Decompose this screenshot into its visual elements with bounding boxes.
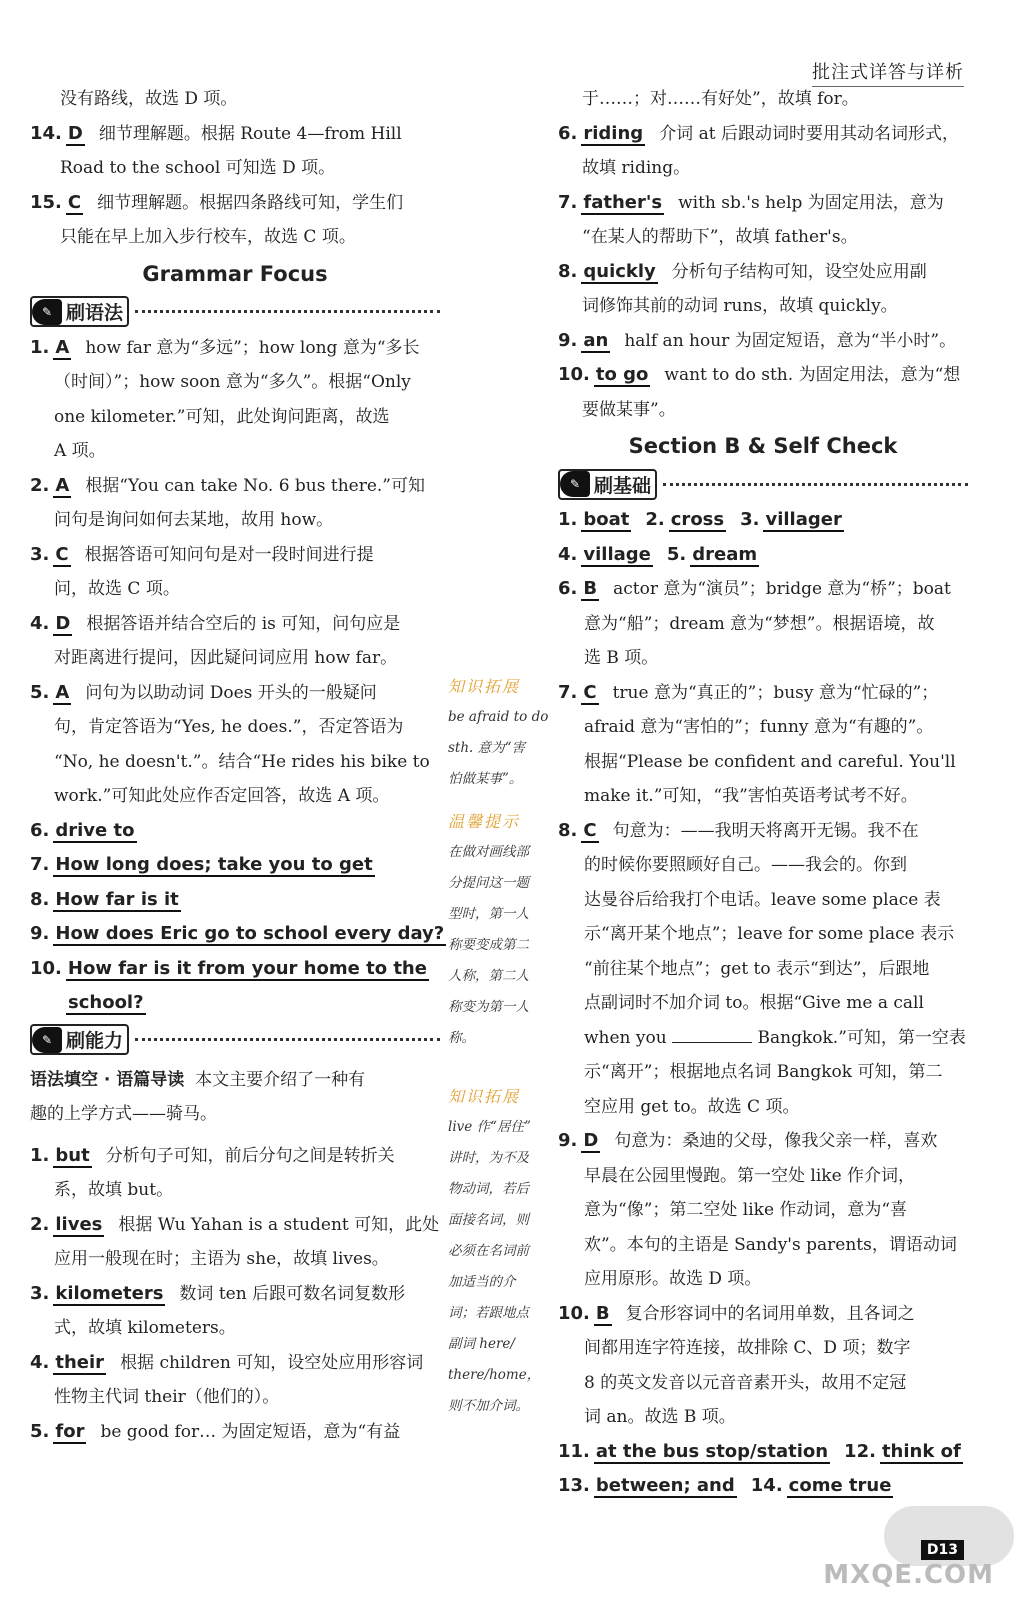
explanation: 分析句子结构可知，设空处应用副: [671, 261, 927, 282]
answer-cont: school?: [68, 992, 144, 1013]
explanation-cont: 示“离开”；根据地点名词 Bangkok 可知，第二: [584, 1062, 943, 1082]
item-number: 3.: [30, 1282, 50, 1304]
note-line: 在做对画线部: [448, 844, 529, 860]
item-number: 15.: [30, 191, 62, 213]
section-title: Section B & Self Check: [628, 434, 898, 458]
explanation-cont: 欢”。本句的主语是 Sandy's parents，谓语动词: [584, 1234, 957, 1255]
explanation: 根据答语并结合空后的 is 可知，问句应是: [86, 613, 401, 634]
blank-post: Bangkok.”可知，第一空表: [757, 1027, 966, 1048]
item-number: 6.: [558, 578, 578, 599]
explanation: 细节理解题。根据四条路线可知，学生们: [97, 192, 404, 213]
answer: D: [67, 122, 83, 144]
item-number: 6.: [558, 122, 578, 144]
answer: C: [583, 681, 597, 703]
explanation: actor 意为“演员”；bridge 意为“桥”；boat: [613, 579, 951, 599]
answer: How long does; take you to get: [55, 854, 373, 875]
answer: but: [55, 1144, 90, 1166]
item-number: 3.: [30, 543, 50, 565]
item-number: 10.: [558, 1302, 590, 1324]
answer: quickly: [583, 260, 656, 282]
answer-line: [30, 1139, 440, 1174]
item-number: 3.: [740, 509, 760, 530]
item-number: 1.: [30, 1144, 50, 1166]
ability-answers: [30, 1139, 440, 1450]
explanation: 根据答语可知问句是对一段时间进行提: [84, 544, 374, 565]
answer: A: [55, 681, 70, 703]
answer: B: [595, 1302, 610, 1324]
guide-text: 本文主要介绍了一种有: [195, 1069, 366, 1090]
explanation-cont: 词修饰其前的动词 runs，故填 quickly。: [582, 296, 898, 316]
explanation-cont: 应用一般现在时；主语为 she，故填 lives。: [54, 1249, 389, 1269]
explanation: 细节理解题。根据 Route 4—from Hill: [98, 123, 402, 144]
item-number: 9.: [558, 1130, 578, 1151]
explanation: 根据 Wu Yahan is a student 可知，此处: [118, 1214, 440, 1235]
explanation-cont: “在某人的帮助下”，故填 father's。: [582, 227, 858, 247]
explanation-cont: 对距离进行提问，因此疑问词应用 how far。: [54, 648, 398, 668]
answer: How far is it: [55, 888, 179, 910]
note-line: 副词 here/: [448, 1336, 515, 1352]
item-number: 4.: [558, 543, 578, 565]
explanation-cont: 间都用连字符连接，故排除 C、D 项；数字: [584, 1338, 911, 1358]
answer-line: [558, 255, 968, 290]
answer-line: [558, 676, 968, 711]
answer-line: [30, 469, 440, 504]
answer-line: [558, 1297, 968, 1332]
note-line: 必须在名词前: [448, 1243, 529, 1259]
item-number: 7.: [30, 854, 50, 875]
item-number: 12.: [844, 1440, 876, 1462]
explanation: with sb.'s help 为固定用法，意为: [678, 192, 944, 213]
note-line: 分提问这一题: [448, 875, 529, 891]
explanation: 句意为：——我明天将离开无锡。我不在: [612, 820, 919, 841]
page-header: 批注式详答与详析: [812, 58, 964, 87]
right-top-answers: [558, 117, 968, 428]
explanation-cont: 故填 riding。: [582, 158, 691, 178]
note-body: [448, 702, 554, 795]
item-number: 2.: [30, 474, 50, 496]
answer-line: [30, 1346, 440, 1381]
note-line: 讲时，为不及: [448, 1150, 529, 1166]
choice-answers: [558, 572, 968, 1435]
answer: C: [55, 543, 69, 565]
note-line: sth. 意为“害: [448, 740, 526, 756]
pen-icon: ✎: [560, 471, 590, 497]
section-tag-ability: [30, 1021, 440, 1059]
answer: an: [583, 329, 609, 351]
note-line: there/home，: [448, 1367, 541, 1383]
item-number: 9.: [30, 923, 50, 944]
explanation: 数词 ten 后跟可数名词复数形: [179, 1283, 406, 1304]
tag-label: 刷能力: [66, 1030, 124, 1052]
item-number: 13.: [558, 1475, 590, 1496]
answer: think of: [881, 1440, 961, 1462]
explanation: 句意为：桑迪的父母，像我父亲一样，喜欢: [614, 1131, 938, 1151]
explanation-cont: 早晨在公园里慢跑。第一空处 like 作介词，: [584, 1165, 916, 1186]
explanation: 根据 children 可知，设空处应用形容词: [120, 1352, 424, 1373]
item-number: 10.: [558, 364, 590, 385]
explanation-cont: 意为“像”；第二空处 like 作动词，意为“喜: [584, 1200, 908, 1220]
pen-icon: ✎: [32, 299, 62, 325]
continued-line: 于……；对……有好处”，故填 for。: [582, 89, 859, 109]
explanation-cont: one kilometer.”可知，此处询问距离，故选: [54, 406, 390, 427]
explanation-cont: 问，故选 C 项。: [54, 579, 180, 599]
explanation: 根据“You can take No. 6 bus there.”可知: [85, 475, 425, 496]
explanation: true 意为“真正的”；busy 意为“忙碌的”；: [612, 682, 939, 703]
answer: A: [55, 336, 70, 358]
item-number: 5.: [30, 681, 50, 703]
answer-line: [558, 1124, 968, 1159]
item-number: 9.: [558, 329, 578, 351]
explanation-cont: 词 an。故选 B 项。: [584, 1407, 736, 1427]
explanation: 复合形容词中的名词用单数，且各词之: [625, 1303, 915, 1324]
answer: their: [55, 1351, 105, 1373]
explanation-cont: [558, 1021, 968, 1056]
section-tag-basics: [558, 465, 968, 503]
answer: How far is it from your home to the: [67, 957, 427, 979]
answer-line: [30, 331, 440, 366]
note-title: 知识拓展: [448, 677, 521, 696]
item-number: 4.: [30, 1351, 50, 1373]
answer-line: [30, 1208, 440, 1243]
answer: kilometers: [55, 1282, 164, 1304]
item-number: 14.: [30, 122, 62, 144]
item-number: 7.: [558, 681, 578, 703]
answer: boat: [583, 509, 630, 530]
explanation: want to do sth. 为固定用法，意为“想: [664, 365, 961, 385]
answer-line: [558, 324, 968, 359]
item-number: 5.: [30, 1420, 50, 1442]
item-number: 4.: [30, 612, 50, 634]
answer: village: [583, 543, 651, 565]
guide-text-cont: 趣的上学方式——骑马。: [30, 1103, 217, 1124]
note-line: 称变为第一人: [448, 999, 529, 1015]
explanation-cont: 示“离开某个地点”；leave for some place 表示: [584, 924, 955, 944]
item-number: 8.: [558, 819, 578, 841]
answer: drive to: [55, 819, 135, 841]
answer: for: [55, 1420, 85, 1442]
explanation-cont: afraid 意为“害怕的”；funny 意为“有趣的”。: [584, 717, 934, 737]
answer: cross: [670, 509, 725, 530]
section-tag-grammar: [30, 293, 440, 331]
answer: riding: [583, 122, 644, 144]
answer-blank: [672, 1042, 752, 1043]
explanation-cont: 空应用 get to。故选 C 项。: [584, 1096, 800, 1117]
tag-label: 刷基础: [594, 474, 652, 497]
explanation-cont: 问句是询问如何去某地，故用 how。: [54, 510, 334, 530]
item-number: 10.: [30, 957, 62, 979]
guide-label: 语法填空 · 语篇导读: [30, 1069, 185, 1090]
answer: B: [583, 578, 598, 599]
item-number: 1.: [558, 509, 578, 530]
answer: come true: [788, 1475, 892, 1496]
note-line: live 作“居住”: [448, 1119, 531, 1135]
explanation-cont: 句，肯定答语为“Yes, he does.”，否定答语为: [54, 717, 404, 737]
explanation: how far 意为“多远”；how long 意为“多长: [85, 337, 420, 358]
explanation-cont: Road to the school 可知选 D 项。: [60, 158, 336, 178]
blank-pre: when you: [584, 1027, 667, 1048]
answer: villager: [765, 509, 842, 530]
note-line: 称要变成第二: [448, 937, 529, 953]
explanation: 问句为以助动词 Does 开头的一般疑问: [85, 682, 377, 703]
answer: C: [583, 819, 597, 841]
note-body: [448, 1112, 554, 1422]
note-line: 词；若跟地点: [448, 1305, 529, 1321]
item-number: 8.: [558, 260, 578, 282]
answer: dream: [692, 543, 758, 565]
answer-line: [30, 607, 440, 642]
item-number: 8.: [30, 888, 50, 910]
explanation-cont: work.”可知此处应作否定回答，故选 A 项。: [54, 786, 390, 806]
answer-line: [30, 676, 440, 711]
explanation-cont: 性物主代词 their（他们的）。: [54, 1387, 280, 1407]
answer: D: [55, 612, 71, 634]
answer-line: [558, 814, 968, 849]
answer: at the bus stop/station: [595, 1440, 829, 1462]
pen-icon: ✎: [32, 1027, 62, 1053]
note-line: 型时，第一人: [448, 906, 529, 922]
explanation: half an hour 为固定短语，意为“半小时”。: [624, 330, 957, 351]
answer-line: [30, 1415, 440, 1450]
watermark-text: MXQE.COM: [823, 1560, 994, 1590]
note-line: 则不加介词。: [448, 1398, 529, 1414]
answer-line: [558, 572, 968, 607]
explanation-cont: 要做某事”。: [582, 399, 676, 420]
note-line: 加适当的介: [448, 1274, 516, 1290]
item-number: 7.: [558, 191, 578, 213]
answer: to go: [595, 364, 649, 385]
answer: How does Eric go to school every day?: [55, 923, 445, 944]
note-line: 称。: [448, 1030, 475, 1046]
answer: lives: [55, 1213, 103, 1235]
explanation: be good for… 为固定短语，意为“有益: [100, 1421, 401, 1442]
note-line: 物动词，若后: [448, 1181, 529, 1197]
item-number: 1.: [30, 336, 50, 358]
left-column: [30, 82, 445, 1449]
answer: D: [583, 1130, 599, 1151]
answer-line: [558, 358, 968, 393]
answer-line: [30, 538, 440, 573]
explanation-cont: “No, he doesn't.”。结合“He rides his bike to: [54, 751, 430, 772]
explanation-cont: 只能在早上加入步行校车，故选 C 项。: [60, 227, 356, 247]
answer: C: [67, 191, 82, 213]
explanation: 分析句子可知，前后分句之间是转折关: [105, 1145, 395, 1166]
explanation-cont: 根据“Please be confident and careful. You'll: [584, 751, 956, 772]
explanation-cont: 点副词时不加介词 to。根据“Give me a call: [584, 993, 924, 1013]
explanation-cont: “前往某个地点”；get to 表示“到达”，后跟地: [584, 958, 930, 979]
continued-line: 没有路线，故选 D 项。: [60, 89, 238, 109]
explanation-cont: A 项。: [54, 441, 106, 461]
side-notes: [448, 672, 554, 1422]
explanation-cont: 意为“船”；dream 意为“梦想”。根据语境，故: [584, 613, 935, 634]
answer: A: [55, 474, 70, 496]
explanation-cont: 式，故填 kilometers。: [54, 1318, 236, 1338]
note-line: be afraid to do: [448, 709, 549, 725]
item-number: 2.: [30, 1213, 50, 1235]
explanation-cont: 应用原形。故选 D 项。: [584, 1269, 762, 1289]
section-title: Grammar Focus: [142, 261, 328, 286]
explanation-cont: 选 B 项。: [584, 648, 659, 668]
item-number: 2.: [645, 509, 665, 530]
note-title: 温馨提示: [448, 812, 521, 831]
answer-line: [558, 117, 968, 152]
item-number: 14.: [750, 1475, 783, 1496]
explanation-cont: 系，故填 but。: [54, 1180, 174, 1200]
grammar-answers: [30, 331, 440, 814]
item-number: 6.: [30, 819, 50, 841]
answer-line: [30, 1277, 440, 1312]
page-number: D13: [921, 1540, 964, 1560]
explanation-cont: 的时候你要照顾好自己。——我会的。你到: [584, 855, 907, 875]
explanation-cont: 达曼谷后给我打个电话。leave some place 表: [584, 889, 941, 910]
note-line: 面接名词，则: [448, 1212, 529, 1228]
note-line: 怕做某事”。: [448, 771, 523, 787]
item-number: 5.: [666, 543, 687, 565]
answer: between; and: [595, 1475, 735, 1496]
tag-label: 刷语法: [66, 302, 124, 324]
item-number: 11.: [558, 1440, 590, 1462]
explanation-cont: （时间）”；how soon 意为“多久”。根据“Only: [54, 372, 411, 392]
explanation-cont: 8 的英文发音以元音音素开头，故用不定冠: [584, 1372, 907, 1393]
answer-line: [558, 186, 968, 221]
note-line: 人称，第二人: [448, 968, 529, 984]
note-title: 知识拓展: [448, 1087, 521, 1106]
answer: father's: [583, 191, 663, 213]
explanation: 介词 at 后跟动词时要用其动名词形式，: [659, 123, 959, 144]
note-body: [448, 837, 554, 1054]
explanation-cont: make it.”可知，“我”害怕英语考试考不好。: [584, 786, 918, 806]
right-column: [558, 82, 968, 1504]
